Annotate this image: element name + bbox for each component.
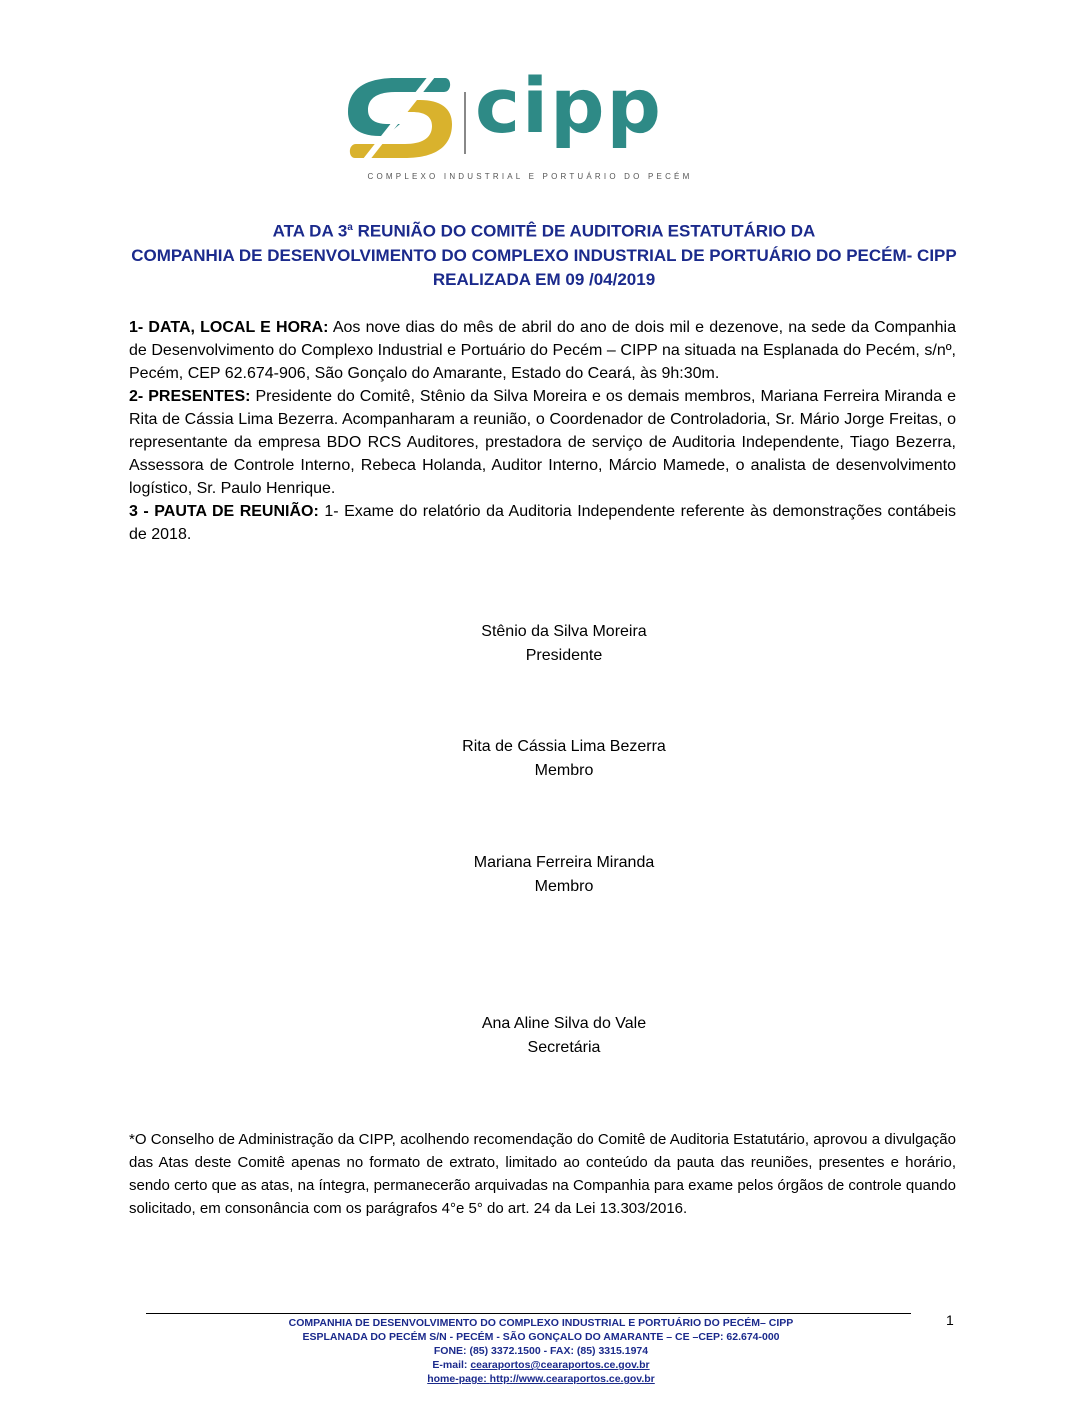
section-heading: 1- DATA, LOCAL E HORA: [129,319,329,336]
signature-block [0,851,1088,899]
footer-address: ESPLANADA DO PECÉM S/N - PECÉM - SÃO GONÇALO DO AMARANTE – CE –CEP: 62.674-000 [302,1331,780,1343]
page-number: 1 [946,1312,954,1328]
footer-homepage-row: home-page: http://www.cearaportos.ce.gov.br [427,1373,655,1385]
footer-email-link[interactable]: cearaportos@cearaportos.ce.gov.br [470,1359,650,1371]
section-text: Presidente do Comitê, Stênio da Silva Moreira e os demais membros, Mariana Ferreira Miranda e Rita de Cássia Lima Bezerra. Acompanharam a reunião, o Coordenador de Controladoria, Sr. Mário Jorge Freitas, o representante da empresa BDO RCS Auditores, prestadora de serviço de Auditoria Independente, Tiago Bezerra, Assessora de Controle Interno, Rebeca Holanda, Auditor Interno, Márcio Mamede, o analista de desenvolvimento logístico, Sr. Paulo Henrique. [129,388,957,497]
document-title [60,216,1028,292]
title-line-3: REALIZADA EM 09 /04/2019 [432,269,656,289]
logo-tagline: COMPLEXO INDUSTRIAL E PORTUÁRIO DO PECÉM [367,172,693,181]
signature-block [0,1012,1088,1060]
footer-phone: FONE: (85) 3372.1500 - FAX: (85) 3315.1974 [433,1345,649,1357]
section-heading: 2- PRESENTES: [129,388,251,405]
section-attendees [129,385,956,500]
footer-divider [146,1313,911,1314]
signatory-role: Membro [534,762,594,779]
signatory-role: Membro [534,878,594,895]
signatory-name: Stênio da Silva Moreira [481,623,647,640]
cipp-mark-icon [340,72,460,164]
logo-wordmark: cipp [475,61,663,150]
signatory-role: Presidente [525,647,603,664]
section-text: 1- Exame do relatório da Auditoria Independente referente às demonstrações contábeis de 2018. [129,503,957,543]
logo-divider [464,92,466,154]
signature-block [0,735,1088,783]
footer-company: COMPANHIA DE DESENVOLVIMENTO DO COMPLEXO INDUSTRIAL E PORTUÁRIO DO PECÉM– CIPP [288,1317,794,1329]
page-footer [146,1316,936,1386]
section-text: Aos nove dias do mês de abril do ano de dois mil e dezenove, na sede da Companhia de Desenvolvimento do Complexo Industrial e Portuário do Pecém – CIPP na situada na Esplanada do Pecém, s/nº, Pecém, CEP 62.674-906, São Gonçalo do Amarante, Estado do Ceará, às 9h:30m. [129,319,957,382]
footer-email-row: E-mail: cearaportos@cearaportos.ce.gov.br [432,1359,650,1371]
title-line-1: ATA DA 3$^a$ REUNIÃO DO COMITÊ DE AUDITORIA ESTATUTÁRIO DA [272,221,816,241]
footnote: *O Conselho de Administração da CIPP, acolhendo recomendação do Comitê de Auditoria Estatutário, aprovou a divulgação das Atas deste Comitê apenas no formato de extrato, limitado ao conteúdo da pauta das reuniões, presentes e horário, sendo certo que as atas, na íntegra, permanecerão arquivadas na Companhia para exame pelos órgãos de controle quando solicitado, em consonância com os parágrafos 4°e 5° do art. 24 da Lei 13.303/2016. [129,1131,956,1217]
signature-block [0,620,1088,668]
signatory-name: Ana Aline Silva do Vale [481,1015,647,1032]
signatory-name: Rita de Cássia Lima Bezerra [462,738,666,755]
section-heading: 3 - PAUTA DE REUNIÃO: [129,503,319,520]
section-date-place [129,316,956,385]
signatory-role: Secretária [527,1039,601,1056]
signatory-name: Mariana Ferreira Miranda [473,854,655,871]
minutes-body [129,316,956,546]
section-agenda [129,500,956,546]
footer-homepage-link[interactable]: http://www.cearaportos.ce.gov.br [489,1373,655,1385]
cipp-logo [340,61,720,185]
title-line-2: COMPANHIA DE DESENVOLVIMENTO DO COMPLEXO INDUSTRIAL DE PORTUÁRIO DO PECÉM- CIPP [131,245,957,265]
